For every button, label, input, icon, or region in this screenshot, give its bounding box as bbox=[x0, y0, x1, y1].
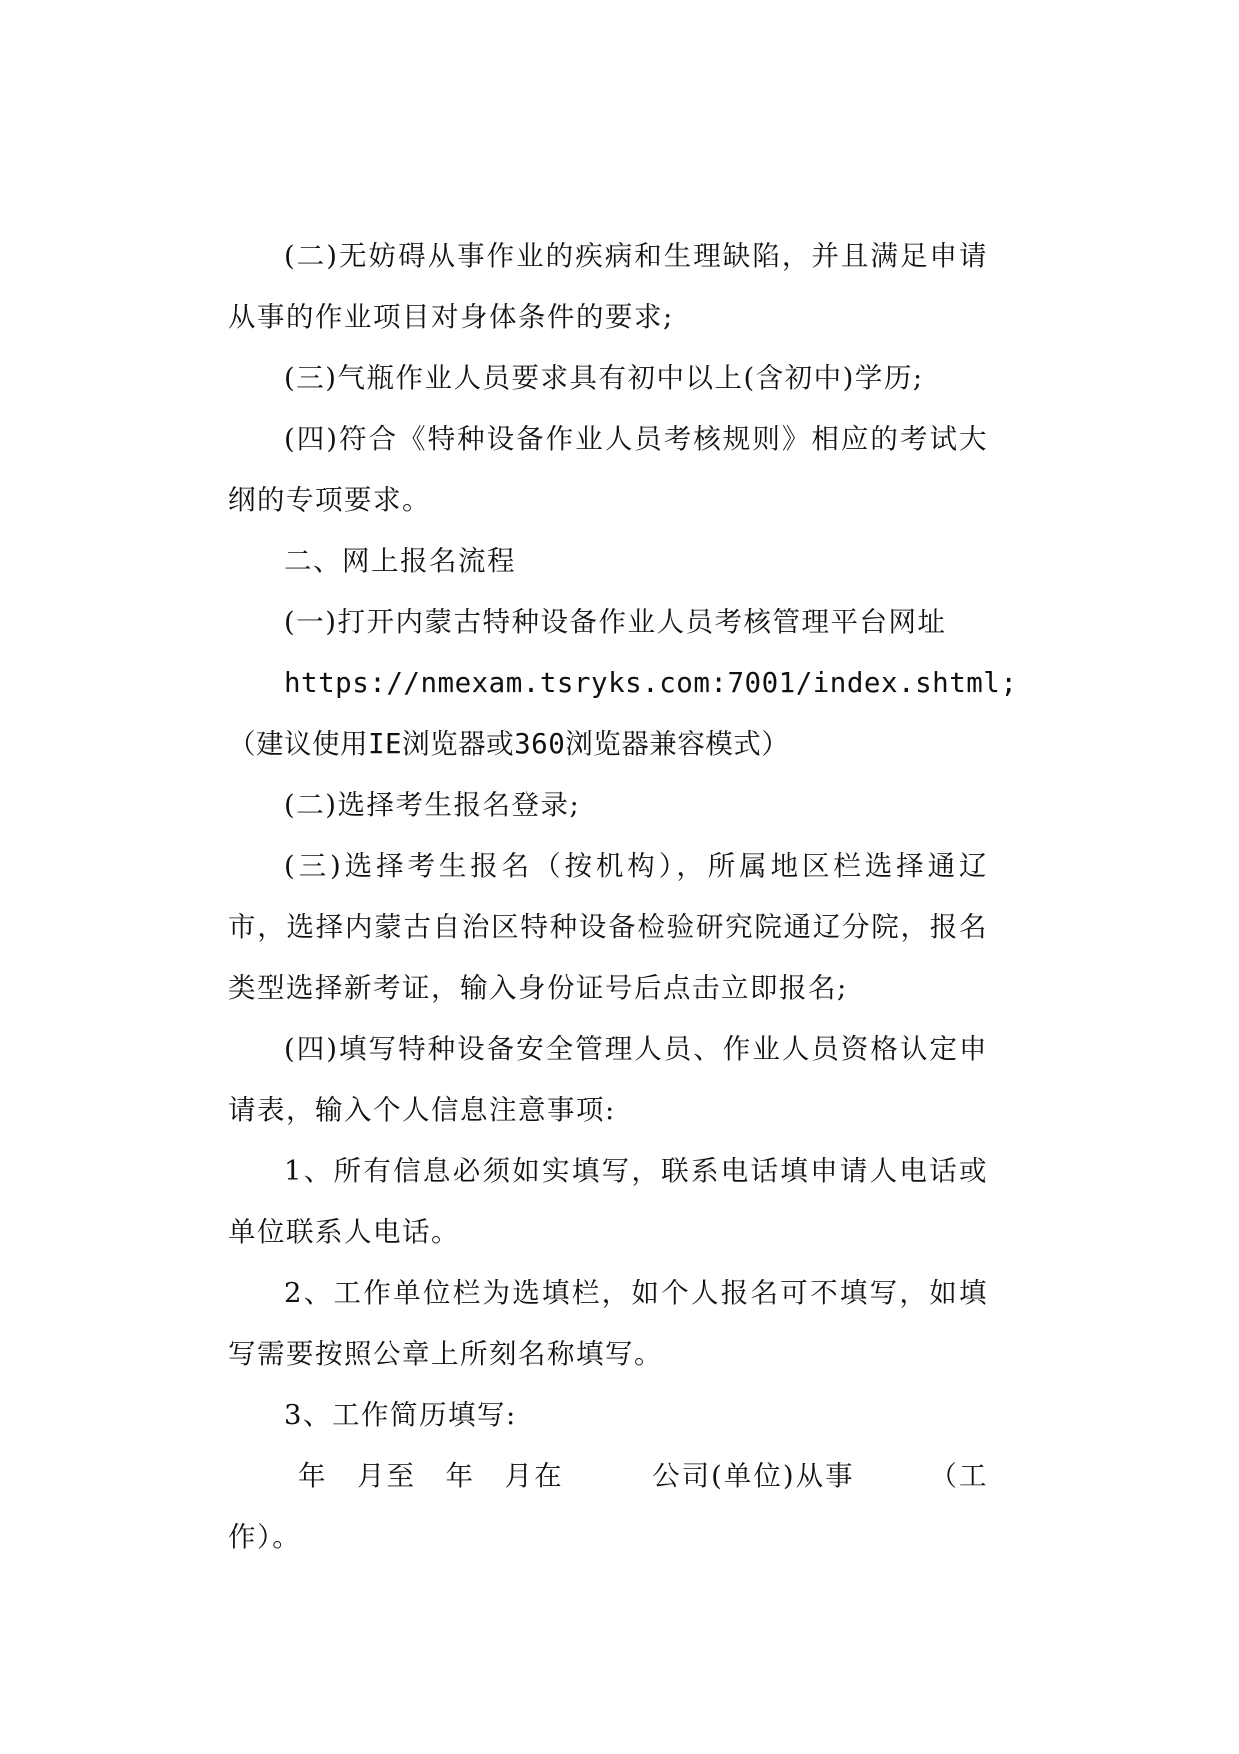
paragraph-select-login: (二)选择考生报名登录; bbox=[284, 789, 581, 821]
paragraph-education-requirement: (三)气瓶作业人员要求具有初中以上(含初中)学历; bbox=[284, 362, 924, 394]
paragraph-resume-template: 年 月至 年 月在 公司(单位)从事 （工作）。 bbox=[228, 1460, 988, 1553]
paragraph-platform-url: https://nmexam.tsryks.com:7001/index.shtml; （建议使用IE浏览器或360浏览器兼容模式） bbox=[228, 667, 1018, 760]
paragraph-select-institution: (三)选择考生报名（按机构），所属地区栏选择通辽市，选择内蒙古自治区特种设备检验研究院通辽分院，报名类型选择新考证，输入身份证号后点击立即报名; bbox=[228, 850, 988, 1004]
paragraph-open-platform: (一)打开内蒙古特种设备作业人员考核管理平台网址 bbox=[284, 606, 947, 638]
document-body bbox=[228, 226, 1018, 1568]
paragraph-health-requirement: (二)无妨碍从事作业的疾病和生理缺陷，并且满足申请从事的作业项目对身体条件的要求; bbox=[228, 240, 988, 333]
paragraph-note-work-unit: 2、工作单位栏为选填栏，如个人报名可不填写，如填写需要按照公章上所刻名称填写。 bbox=[228, 1277, 988, 1370]
paragraph-fill-application: (四)填写特种设备安全管理人员、作业人员资格认定申请表，输入个人信息注意事项: bbox=[228, 1033, 988, 1126]
paragraph-exam-outline-requirement: (四)符合《特种设备作业人员考核规则》相应的考试大纲的专项要求。 bbox=[228, 423, 988, 516]
paragraph-note-truthful-info: 1、所有信息必须如实填写，联系电话填申请人电话或单位联系人电话。 bbox=[228, 1155, 988, 1248]
section-heading-online-registration: 二、网上报名流程 bbox=[284, 545, 516, 577]
paragraph-note-resume: 3、工作简历填写: bbox=[284, 1399, 517, 1431]
